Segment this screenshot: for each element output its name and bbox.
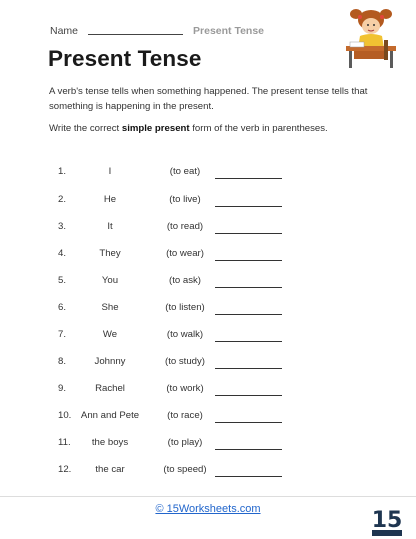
answer-blank[interactable] bbox=[215, 476, 282, 477]
answer-blank[interactable] bbox=[215, 422, 282, 423]
answer-blank[interactable] bbox=[215, 368, 282, 369]
answer-blank[interactable] bbox=[215, 233, 282, 234]
girl-at-desk-illustration bbox=[340, 6, 402, 70]
answer-blank[interactable] bbox=[215, 395, 282, 396]
item-verb: (to study) bbox=[165, 356, 205, 367]
exercise-item bbox=[0, 248, 416, 262]
item-number: 7. bbox=[58, 329, 67, 340]
item-verb: (to listen) bbox=[165, 302, 205, 313]
item-number: 9. bbox=[58, 383, 67, 394]
name-blank[interactable] bbox=[88, 33, 183, 35]
item-verb: (to walk) bbox=[166, 329, 204, 340]
exercise-item bbox=[0, 464, 416, 478]
item-number: 3. bbox=[58, 221, 67, 232]
exercise-item bbox=[0, 275, 416, 289]
answer-blank[interactable] bbox=[215, 314, 282, 315]
answer-blank[interactable] bbox=[215, 449, 282, 450]
exercise-item bbox=[0, 437, 416, 451]
instruction-before: Write the correct bbox=[49, 123, 122, 134]
item-subject: Ann and Pete bbox=[80, 410, 140, 421]
exercise-item bbox=[0, 166, 416, 180]
15worksheets-logo bbox=[372, 496, 402, 536]
answer-blank[interactable] bbox=[215, 178, 282, 179]
item-verb: (to ask) bbox=[169, 275, 201, 286]
exercise-item bbox=[0, 356, 416, 370]
item-verb: (to play) bbox=[167, 437, 203, 448]
exercise-item bbox=[0, 329, 416, 343]
item-verb: (to wear) bbox=[166, 248, 204, 259]
instruction-bold: simple present bbox=[121, 123, 190, 134]
exercise-item bbox=[0, 194, 416, 208]
item-verb: (to work) bbox=[166, 383, 204, 394]
footer-divider bbox=[0, 496, 416, 497]
instruction-text bbox=[49, 123, 389, 134]
name-label: Name bbox=[50, 25, 79, 37]
name-row bbox=[50, 25, 264, 37]
logo-number: 15 bbox=[372, 508, 402, 533]
item-number: 6. bbox=[58, 302, 67, 313]
item-subject: the car bbox=[95, 464, 125, 475]
intro-paragraph: A verb's tense tells when something happened. The present tense tells that something is happening in the present. bbox=[49, 86, 368, 112]
item-number: 10. bbox=[58, 410, 72, 421]
item-verb: (to eat) bbox=[169, 166, 201, 177]
item-number: 11. bbox=[58, 437, 71, 448]
instruction-after: form of the verb in parentheses. bbox=[189, 123, 328, 134]
item-number: 2. bbox=[58, 194, 67, 205]
copyright-link[interactable]: © 15Worksheets.com bbox=[155, 503, 261, 515]
answer-blank[interactable] bbox=[215, 341, 282, 342]
item-verb: (to race) bbox=[167, 410, 203, 421]
item-number: 4. bbox=[58, 248, 67, 259]
item-number: 5. bbox=[58, 275, 67, 286]
item-number: 12. bbox=[58, 464, 72, 475]
footer bbox=[0, 503, 416, 515]
exercise-item bbox=[0, 302, 416, 316]
answer-blank[interactable] bbox=[215, 206, 282, 207]
item-subject: the boys bbox=[91, 437, 129, 448]
exercise-item bbox=[0, 221, 416, 235]
item-subject: They bbox=[99, 248, 121, 259]
item-subject: You bbox=[101, 275, 119, 286]
item-subject: He bbox=[103, 194, 117, 205]
item-number: 8. bbox=[58, 356, 67, 367]
item-subject: She bbox=[101, 302, 119, 313]
item-verb: (to speed) bbox=[163, 464, 207, 475]
answer-blank[interactable] bbox=[215, 287, 282, 288]
item-verb: (to live) bbox=[169, 194, 201, 205]
item-subject: Rachel bbox=[95, 383, 125, 394]
page-title: Present Tense bbox=[48, 46, 202, 71]
answer-blank[interactable] bbox=[215, 260, 282, 261]
item-subject: Johnny bbox=[94, 356, 126, 367]
item-verb: (to read) bbox=[166, 221, 204, 232]
exercise-item bbox=[0, 410, 416, 424]
item-subject: We bbox=[102, 329, 118, 340]
item-subject: I bbox=[108, 166, 112, 177]
item-subject: It bbox=[107, 221, 113, 232]
item-number: 1. bbox=[58, 166, 67, 177]
exercise-item bbox=[0, 383, 416, 397]
worksheet-topic: Present Tense bbox=[193, 25, 265, 37]
